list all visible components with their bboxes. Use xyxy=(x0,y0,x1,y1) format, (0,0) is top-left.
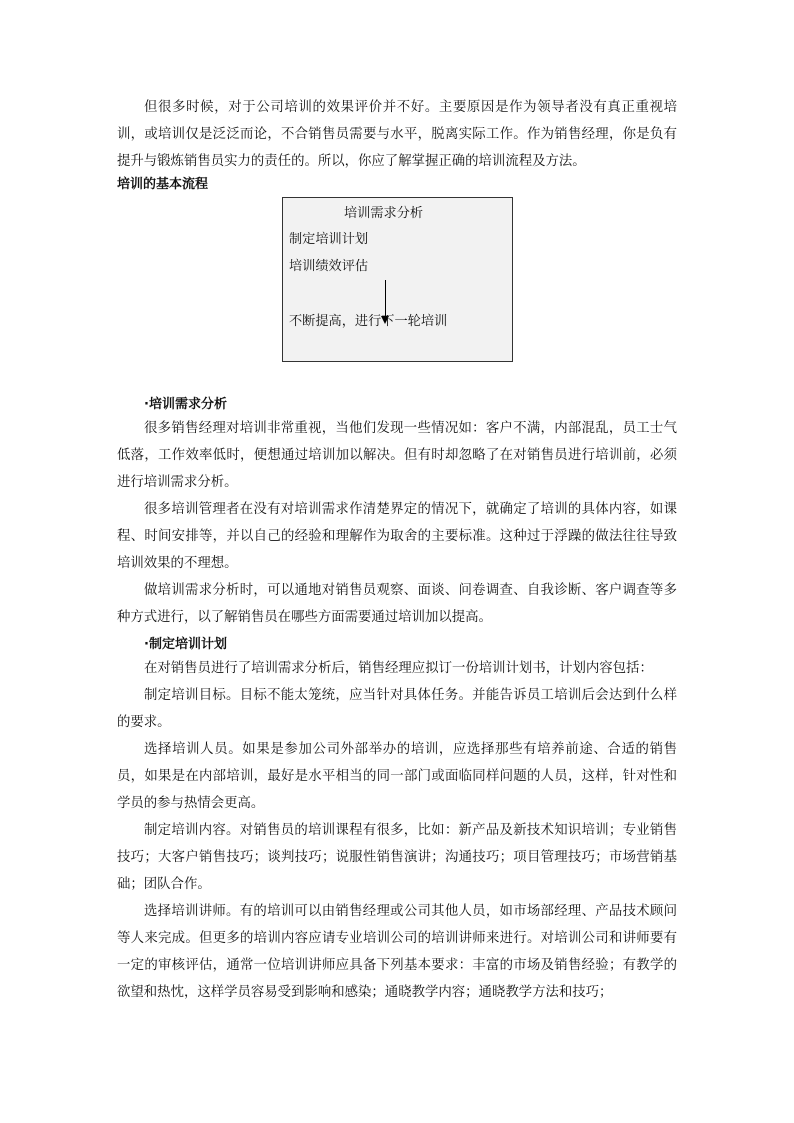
paragraph: 选择培训讲师。有的培训可以由销售经理或公司其他人员，如市场部经理、产品技术顾问等人来完成。但更多的培训内容应请专业培训公司的培训讲师来进行。对培训公司和讲师要有一定的审核评估，通常一位培训讲师应具备下列基本要求：丰富的市场及销售经验；有教学的欲望和热忱，这样学员容易受到影响和感染；通晓教学内容；通晓教学方法和技巧； xyxy=(117,904,677,1000)
paragraph: 在对销售员进行了培训需求分析后，销售经理应拟订一份培训计划书，计划内容包括： xyxy=(144,661,653,676)
flow-heading: 培训的基本流程 xyxy=(117,177,209,192)
flow-step-plan: 制定培训计划 xyxy=(289,232,369,247)
section-title-needs-analysis: ·培训需求分析 xyxy=(144,397,227,412)
paragraph: 制定培训内容。对销售员的培训课程有很多，比如：新产品及新技术知识培训；专业销售技巧；大客户销售技巧；谈判技巧；说服性销售演讲；沟通技巧；项目管理技巧；市场营销基础；团队合作。 xyxy=(117,823,677,892)
flow-step-needs-analysis: 培训需求分析 xyxy=(344,206,424,221)
paragraph: 制定培训目标。目标不能太笼统，应当针对具体任务。并能告诉员工培训后会达到什么样的要求。 xyxy=(117,688,677,730)
paragraph: 很多培训管理者在没有对培训需求作清楚界定的情况下，就确定了培训的具体内容，如课程、时间安排等，并以自己的经验和理解作为取舍的主要标准。这种过于浮躁的做法往往导致培训效果的不理想。 xyxy=(117,502,677,571)
paragraph: 很多销售经理对培训非常重视，当他们发现一些情况如：客户不满，内部混乱，员工士气低落，工作效率低时，便想通过培训加以解决。但有时却忽略了在对销售员进行培训前，必须进行培训需求分析。 xyxy=(117,421,677,490)
section-title-training-plan: ·制定培训计划 xyxy=(144,637,227,652)
training-flowchart xyxy=(282,197,513,362)
flow-step-evaluation: 培训绩效评估 xyxy=(289,259,369,274)
paragraph: 做培训需求分析时，可以通地对销售员观察、面谈、问卷调查、自我诊断、客户调查等多种方式进行，以了解销售员在哪些方面需要通过培训加以提高。 xyxy=(117,583,677,625)
paragraph: 选择培训人员。如果是参加公司外部举办的培训，应选择那些有培养前途、合适的销售员，如果是在内部培训，最好是水平相当的同一部门或面临同样问题的人员，这样，针对性和学员的参与热情会更高。 xyxy=(117,742,677,811)
intro-paragraph: 但很多时候，对于公司培训的效果评价并不好。主要原因是作为领导者没有真正重视培训，或培训仅是泛泛而论，不合销售员需要与水平，脱离实际工作。作为销售经理，你是负有提升与锻炼销售员实力的责任的。所以，你应了解掌握正确的培训流程及方法。 xyxy=(117,100,677,169)
document-page xyxy=(117,94,677,1006)
flow-step-next-round: 不断提高，进行下一轮培训 xyxy=(289,314,448,329)
